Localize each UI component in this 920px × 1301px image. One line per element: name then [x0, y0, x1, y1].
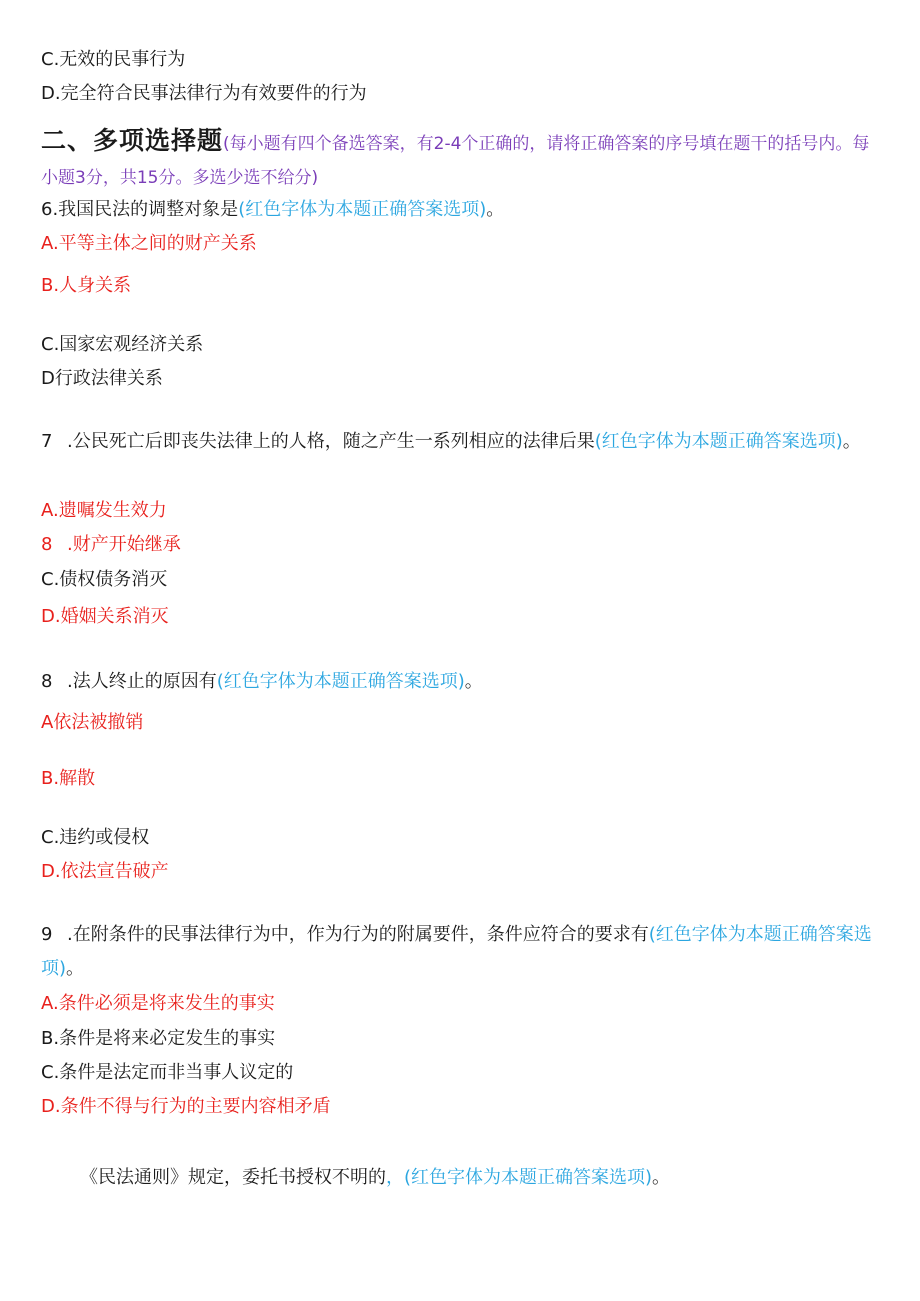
q6-option-a: A.平等主体之间的财产关系 — [41, 233, 257, 254]
q7-number: 7 — [41, 431, 53, 452]
q6-option-b: B.人身关系 — [41, 275, 132, 296]
q6-option-c: C.国家宏观经济关系 — [41, 334, 204, 355]
q6-stem: 6.我国民法的调整对象是 — [41, 199, 239, 220]
q9-stem: .在附条件的民事法律行为中，作为行为的附属要件，条件应符合的要求有 — [67, 924, 649, 945]
q9-option-d: D.条件不得与行为的主要内容相矛盾 — [41, 1096, 331, 1117]
q7-hint: (红色字体为本题正确答案选项) — [594, 431, 843, 452]
q5-option-c: C.无效的民事行为 — [41, 49, 186, 70]
q8-end: 。 — [464, 671, 483, 692]
section-title: 二、多项选择题 — [41, 126, 224, 155]
q7-option-a: A.遗嘱发生效力 — [41, 500, 167, 521]
q7-option-d: D.婚姻关系消灭 — [41, 606, 169, 627]
q9-option-c: C.条件是法定而非当事人议定的 — [41, 1062, 294, 1083]
q7-stem-block — [41, 425, 881, 459]
q6-end: 。 — [486, 199, 505, 220]
q7-option-c: C.债权债务消灭 — [41, 569, 168, 590]
section-note: (每小题有四个备选答案，有2-4个正确的，请将正确答案的序号填在题干的括号内。每小题3分，共15分。多选少选不给分) — [41, 134, 870, 188]
q7-stem: .公民死亡后即丧失法律上的人格，随之产生一系列相应的法律后果 — [67, 431, 595, 452]
q7-end: 。 — [842, 431, 861, 452]
q8-stem-line — [41, 670, 483, 694]
q8-option-d: D.依法宣告破产 — [41, 861, 169, 882]
q7-option-b-line — [41, 533, 181, 557]
q9-number: 9 — [41, 924, 53, 945]
q8-option-c: C.违约或侵权 — [41, 827, 150, 848]
q9-option-b: B.条件是将来必定发生的事实 — [41, 1028, 276, 1049]
q6-stem-line — [41, 198, 504, 222]
q6-option-d: D行政法律关系 — [41, 368, 163, 389]
q8-option-a: A依法被撤销 — [41, 712, 144, 733]
q10-stem-line — [80, 1166, 670, 1190]
q9-option-a: A.条件必须是将来发生的事实 — [41, 993, 275, 1014]
q10-stem: 《民法通则》规定，委托书授权不明的 — [80, 1167, 386, 1188]
q6-hint: (红色字体为本题正确答案选项) — [238, 199, 487, 220]
q7-option-b: .财产开始继承 — [67, 534, 181, 555]
q9-end: 。 — [66, 958, 85, 979]
q8-number: 8 — [41, 671, 53, 692]
q10-end: 。 — [652, 1167, 671, 1188]
q9-stem-block — [41, 918, 881, 986]
q10-hint: ，(红色字体为本题正确答案选项) — [386, 1167, 653, 1188]
q7-option-b-number: 8 — [41, 534, 53, 555]
q8-option-b: B.解散 — [41, 768, 96, 789]
q8-hint: (红色字体为本题正确答案选项) — [216, 671, 465, 692]
q9-hint: (红色字体为本题正确答案选项) — [41, 924, 872, 979]
q8-stem: .法人终止的原因有 — [67, 671, 217, 692]
q5-option-d: D.完全符合民事法律行为有效要件的行为 — [41, 83, 367, 104]
section-heading — [41, 124, 881, 195]
